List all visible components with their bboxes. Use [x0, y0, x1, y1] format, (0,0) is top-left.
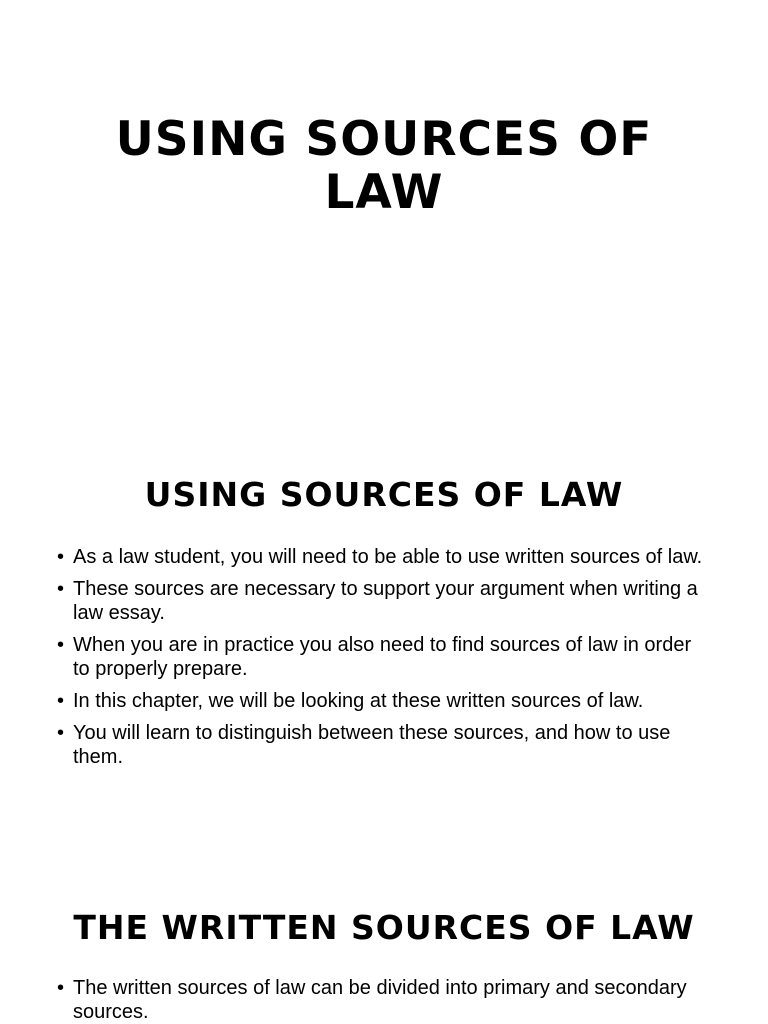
slide-using-sources — [0, 475, 768, 835]
list-item — [57, 721, 712, 769]
bullet-icon: • — [57, 722, 65, 744]
list-item-text: As a law student, you will need to be able to use written sources of law. — [73, 546, 703, 568]
slide-written-sources — [0, 908, 768, 1024]
bullet-icon: • — [57, 546, 65, 568]
bullet-icon: • — [57, 634, 65, 656]
title-slide — [0, 0, 768, 432]
list-item — [57, 976, 712, 1024]
title-line-1: USING SOURCES OF — [115, 112, 653, 167]
title-line-2: LAW — [324, 165, 444, 220]
list-item-text: You will learn to distinguish between these sources, and how to use them. — [73, 722, 671, 768]
bullet-list — [0, 545, 712, 769]
page-title — [0, 113, 768, 219]
list-item-text: In this chapter, we will be looking at these written sources of law. — [73, 690, 644, 712]
list-item-text: When you are in practice you also need to find sources of law in order to properly prepare. — [73, 634, 692, 680]
list-item-text: These sources are necessary to support your argument when writing a law essay. — [73, 578, 698, 624]
list-item-text: The written sources of law can be divided into primary and secondary sources. — [73, 977, 687, 1023]
bullet-list — [0, 976, 712, 1024]
list-item — [57, 633, 712, 681]
list-item — [57, 545, 712, 569]
list-item — [57, 577, 712, 625]
bullet-icon: • — [57, 690, 65, 712]
slide-heading: USING SOURCES OF LAW — [144, 475, 624, 514]
bullet-icon: • — [57, 578, 65, 600]
slide-heading: THE WRITTEN SOURCES OF LAW — [73, 908, 695, 947]
bullet-icon: • — [57, 977, 65, 999]
list-item — [57, 689, 712, 713]
